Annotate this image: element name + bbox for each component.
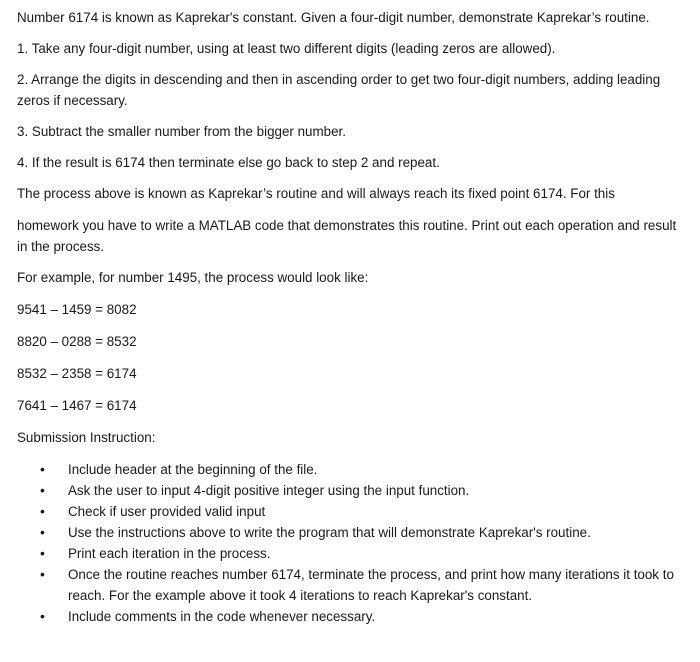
instruction-text: Once the routine reaches number 6174, terminate the process, and print how many iterations it took to reach. For the example above it took 4 iterations to reach Kaprekar's constant. [68, 567, 674, 603]
step-2: 2. Arrange the digits in descending and then in ascending order to get two four-digit numbers, adding leading zeros if necessary. [17, 72, 661, 108]
intro-paragraph: Number 6174 is known as Kaprekar's constant. Given a four-digit number, demonstrate Kaprekar’s routine. [17, 10, 650, 25]
bullet-icon: • [40, 461, 45, 477]
example-line-3: 8532 – 2358 = 6174 [17, 366, 137, 381]
step-4: 4. If the result is 6174 then terminate else go back to step 2 and repeat. [17, 155, 440, 170]
instruction-text: Check if user provided valid input [68, 504, 266, 519]
instruction-item [17, 459, 682, 480]
example-line-2: 8820 – 0288 = 8532 [17, 334, 137, 349]
instruction-text: Include comments in the code whenever necessary. [68, 609, 376, 624]
process-description-line2: homework you have to write a MATLAB code that demonstrates this routine. Print out each operation and result in the process. [17, 218, 677, 254]
instruction-item [17, 522, 682, 543]
document-page [17, 7, 682, 627]
example-line-1: 9541 – 1459 = 8082 [17, 302, 137, 317]
instruction-item [17, 543, 682, 564]
bullet-icon: • [40, 545, 45, 561]
instruction-item [17, 501, 682, 522]
step-3: 3. Subtract the smaller number from the bigger number. [17, 124, 346, 139]
example-line-4: 7641 – 1467 = 6174 [17, 398, 137, 413]
step-1: 1. Take any four-digit number, using at least two different digits (leading zeros are allowed). [17, 41, 556, 56]
bullet-icon: • [40, 566, 45, 582]
process-description-line1: The process above is known as Kaprekar’s routine and will always reach its fixed point 6174. For this [17, 186, 615, 201]
bullet-icon: • [40, 482, 45, 498]
instruction-text: Use the instructions above to write the program that will demonstrate Kaprekar's routine. [68, 525, 591, 540]
instruction-text: Ask the user to input 4-digit positive integer using the input function. [68, 483, 470, 498]
instruction-text: Include header at the beginning of the file. [68, 462, 318, 477]
submission-instructions-list [17, 459, 682, 627]
bullet-icon: • [40, 524, 45, 540]
example-intro: For example, for number 1495, the process would look like: [17, 270, 369, 285]
submission-heading: Submission Instruction: [17, 430, 156, 445]
instruction-item [17, 606, 682, 627]
instruction-item [17, 564, 682, 606]
instruction-item [17, 480, 682, 501]
instruction-text: Print each iteration in the process. [68, 546, 271, 561]
bullet-icon: • [40, 608, 45, 624]
bullet-icon: • [40, 503, 45, 519]
